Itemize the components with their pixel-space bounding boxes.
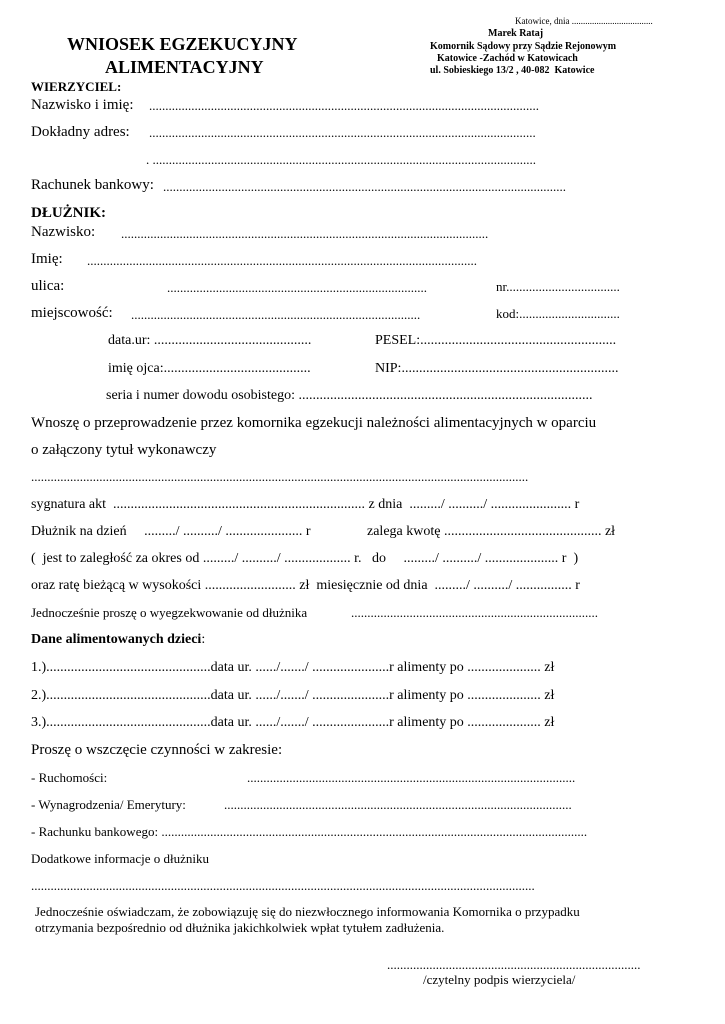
debtor-nip-field[interactable]: NIP:..............................................................: [375, 361, 619, 376]
debtor-city-label: miejscowość:: [31, 305, 113, 321]
debtor-id-card-field[interactable]: seria i numer dowodu osobistego: ....................................................................................: [106, 388, 593, 403]
creditor-bank-label: Rachunek bankowy:: [31, 177, 154, 193]
document-title-line2: ALIMENTACYJNY: [105, 57, 264, 77]
debtor-city-field[interactable]: .........................................................................................: [131, 307, 421, 322]
creditor-name-label: Nazwisko i imię:: [31, 97, 134, 113]
arrears-amount-field[interactable]: zalega kwotę ............................................. zł: [367, 524, 616, 539]
bailiff-title: Komornik Sądowy przy Sądzie Rejonowym: [430, 41, 617, 52]
child-row-3[interactable]: 3.)...............................................data ur. ....../......./ ......................r alimenty po ..................... zł: [31, 715, 555, 730]
actions-heading: Proszę o wszczęcie czynności w zakresie:: [31, 742, 283, 758]
document-title-line1: WNIOSEK EGZEKUCYJNY: [67, 34, 298, 54]
movables-label: - Ruchomości:: [31, 770, 108, 785]
arrears-period-field[interactable]: ( jest to zaległość za okres od ........./ ........../ ................... r. do ........./ ........../ ..................... r ): [31, 551, 579, 566]
debtor-father-name-field[interactable]: imię ojca:..........................................: [108, 361, 311, 376]
debtor-firstname-label: Imię:: [31, 251, 63, 267]
debtor-heading: DŁUŻNIK:: [31, 205, 107, 221]
request-text-line1: Wnoszę o przeprowadzenie przez komornika egzekucji należności alimentacyjnych w oparciu: [31, 415, 597, 431]
additional-claim-label: Jednocześnie proszę o wyegzekwowanie od dłużnika: [31, 605, 308, 620]
creditor-address-field-line2[interactable]: . ......................................................................................................................: [146, 152, 536, 167]
children-heading: [31, 633, 205, 647]
extra-info-heading: Dodatkowe informacje o dłużniku: [31, 851, 209, 866]
signature-field[interactable]: ..............................................................................: [387, 957, 641, 972]
signature-label: /czytelny podpis wierzyciela/: [423, 972, 576, 987]
debtor-postal-field[interactable]: kod:...............................: [496, 306, 620, 321]
bailiff-name: Marek Rataj: [488, 28, 544, 39]
debtor-surname-label: Nazwisko:: [31, 224, 96, 240]
debtor-birthdate-field[interactable]: data.ur: .............................................: [108, 333, 312, 348]
debtor-date-field[interactable]: Dłużnik na dzień ........./ ........../ ...................... r: [31, 524, 311, 539]
wages-field[interactable]: ...........................................................................................................: [224, 797, 572, 812]
creditor-address-field[interactable]: .......................................................................................................................: [149, 125, 536, 140]
place-date: Katowice, dnia ....................................: [515, 16, 653, 26]
bank-account-field[interactable]: - Rachunku bankowego: ...................................................................................................................................: [31, 824, 588, 839]
declaration-line1: Jednocześnie oświadczam, że zobowiązuję się do niezwłocznego informowania Komornika o przypadku: [35, 904, 580, 919]
creditor-address-label: Dokładny adres:: [31, 124, 130, 140]
wages-label: - Wynagrodzenia/ Emerytury:: [31, 797, 186, 812]
debtor-firstname-field[interactable]: ........................................................................................................................: [87, 253, 477, 268]
creditor-heading: WIERZYCIEL:: [31, 79, 122, 94]
children-heading-text: Dane alimentowanych dzieci: [31, 632, 202, 647]
bailiff-address: ul. Sobieskiego 13/2 , 40-082 Katowice: [430, 65, 595, 76]
debtor-street-label: ulica:: [31, 278, 65, 294]
debtor-nr-field[interactable]: nr...................................: [496, 279, 620, 294]
court-name: Katowice -Zachód w Katowicach: [437, 53, 578, 64]
debtor-pesel-field[interactable]: PESEL:........................................................: [375, 333, 617, 348]
additional-claim-field[interactable]: ............................................................................: [351, 605, 598, 620]
children-heading-colon: :: [201, 632, 206, 647]
current-installment-field[interactable]: oraz ratę bieżącą w wysokości .......................... zł miesięcznie od dnia ........./ ........../ ................ r: [31, 578, 580, 593]
declaration-line2: otrzymania bezpośrednio od dłużnika jakichkolwiek wpłat tytułem zadłużenia.: [35, 920, 445, 935]
child-row-2[interactable]: 2.)...............................................data ur. ....../......./ ......................r alimenty po ..................... zł: [31, 688, 555, 703]
movables-field[interactable]: .....................................................................................................: [247, 770, 576, 785]
debtor-street-field[interactable]: ................................................................................: [167, 280, 427, 295]
extra-info-field[interactable]: ...........................................................................................................................................................: [31, 878, 535, 893]
child-row-1[interactable]: 1.)...............................................data ur. ....../......./ ......................r alimenty po ..................... zł: [31, 660, 555, 675]
creditor-bank-field[interactable]: ............................................................................................................................: [163, 179, 566, 194]
enforcement-title-field[interactable]: .........................................................................................................................................................: [31, 469, 529, 484]
request-text-line2: o załączony tytuł wykonawczy: [31, 442, 217, 458]
case-reference-field[interactable]: sygnatura akt ........................................................................ z dnia ........./ ........../ ....................... r: [31, 497, 580, 512]
creditor-name-field[interactable]: ........................................................................................................................: [149, 98, 539, 113]
debtor-surname-field[interactable]: .................................................................................................................: [121, 226, 489, 241]
